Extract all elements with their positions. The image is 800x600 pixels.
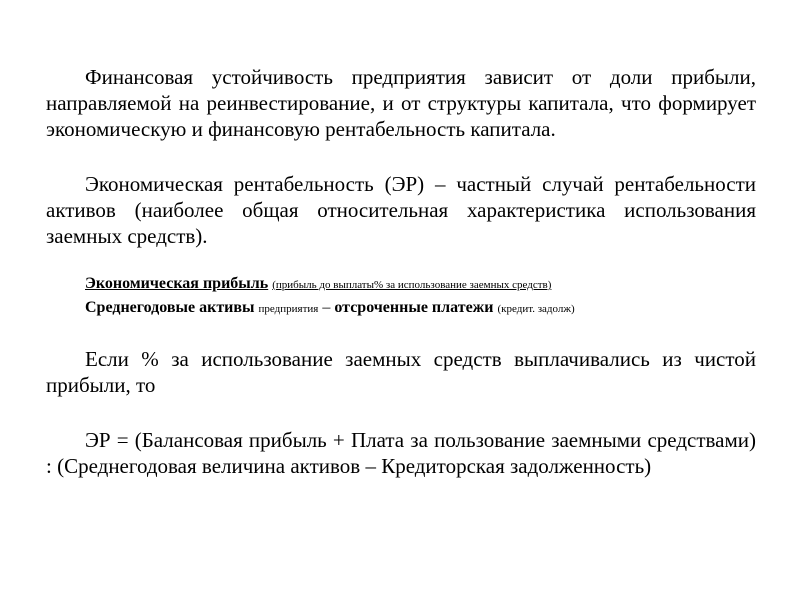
numerator-note: (прибыль до выплаты% за использование заемных средств): [272, 279, 552, 291]
paragraph-economic-profitability: [46, 171, 756, 249]
minus-sign: –: [322, 299, 331, 316]
paragraph-interest-condition: [46, 346, 756, 398]
paragraph-text: ЭР = (Балансовая прибыль + Плата за пользование заемными средствами) : (Среднегодовая величина активов – Кредиторская задолженность): [46, 428, 756, 478]
paragraph-text: Финансовая устойчивость предприятия зависит от доли прибыли, направляемой на реинвестирование, и от структуры капитала, что формирует экономическую и финансовую рентабельность капитала.: [46, 65, 756, 141]
paragraph-text: Если % за использование заемных средств выплачивались из чистой прибыли, то: [46, 347, 756, 397]
formula-denominator: [85, 298, 765, 319]
deferred-term: отсроченные платежи: [334, 299, 494, 316]
denominator-term: Среднегодовые активы: [85, 299, 255, 316]
paragraph-financial-stability: [46, 64, 756, 142]
numerator-term: Экономическая прибыль: [85, 275, 269, 292]
formula-numerator: [85, 274, 765, 295]
paragraph-text: Экономическая рентабельность (ЭР) – частный случай рентабельности активов (наиболее общая относительная характеристика использования заемных средств).: [46, 172, 756, 248]
deferred-note: (кредит. задолж): [497, 303, 575, 315]
denominator-small: предприятия: [258, 303, 319, 315]
paragraph-er-formula: [46, 427, 756, 479]
